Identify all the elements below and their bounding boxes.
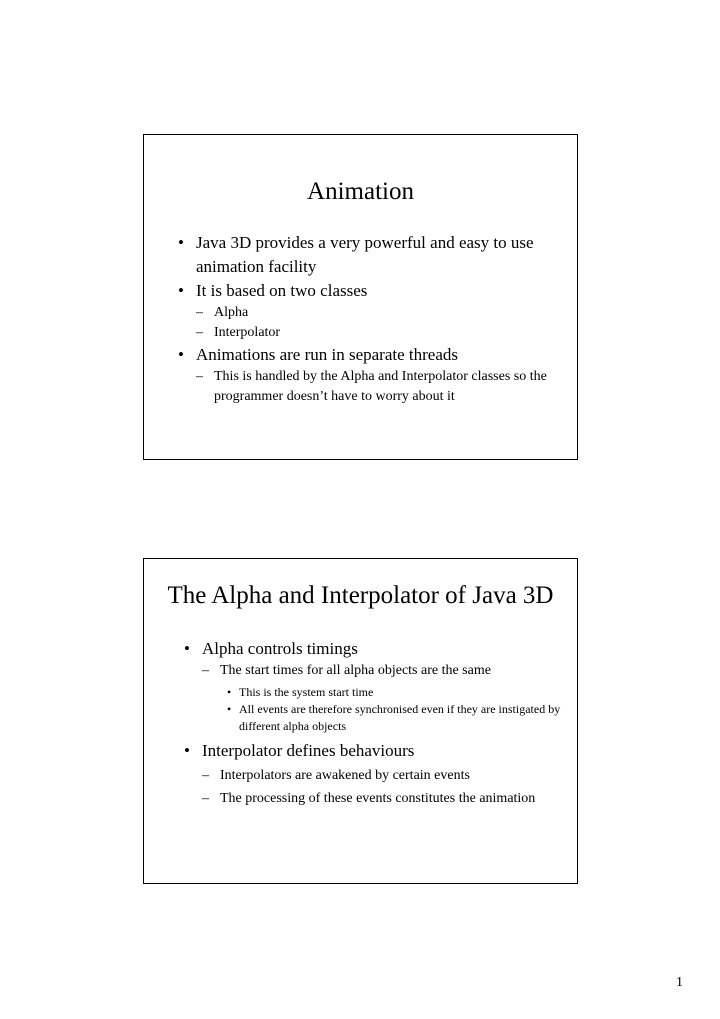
bullet-list [178, 231, 558, 407]
sub-bullet-text: The start times for all alpha objects are the same [220, 663, 491, 678]
dash-marker: – [196, 369, 203, 384]
sub-bullet-text: Interpolators are awakened by certain events [220, 768, 470, 783]
bullet-list [184, 637, 564, 809]
sub-sub-bullet-text: All events are therefore synchronised even if they are instigated by different alpha objects [239, 702, 561, 733]
bullet-marker: • [227, 702, 232, 716]
bullet-text: It is based on two classes [196, 281, 368, 300]
dash-marker: – [196, 305, 203, 320]
sub-bullet-item [184, 766, 564, 786]
bullet-text: Animations are run in separate threads [196, 345, 458, 364]
slide-title: Animation [307, 178, 414, 205]
bullet-item [178, 231, 558, 279]
sub-bullet-text: Interpolator [214, 325, 281, 340]
sub-bullet-item [178, 367, 558, 407]
sub-bullet-item [184, 789, 564, 809]
slide-title: The Alpha and Interpolator of Java 3D [167, 582, 554, 609]
bullet-marker: • [178, 233, 184, 252]
sub-sub-bullet-text: This is the system start time [239, 685, 374, 699]
sub-bullet-item [178, 303, 558, 323]
dash-marker: – [202, 791, 209, 806]
dash-marker: – [202, 768, 209, 783]
sub-bullet-text: Alpha [214, 305, 249, 320]
sub-bullet-text: This is handled by the Alpha and Interpolator classes so the programmer doesn’t have to worry about it [214, 369, 547, 404]
sub-bullet-text: The processing of these events constitutes the animation [220, 791, 536, 806]
bullet-item [178, 279, 558, 303]
sub-sub-bullet-item [184, 701, 564, 735]
bullet-marker: • [178, 281, 184, 300]
bullet-text: Alpha controls timings [202, 639, 358, 658]
slide-animation [143, 134, 578, 460]
bullet-item [178, 343, 558, 367]
bullet-marker: • [184, 639, 190, 658]
bullet-marker: • [178, 345, 184, 364]
bullet-marker: • [184, 741, 190, 760]
bullet-text: Interpolator defines behaviours [202, 741, 415, 760]
sub-bullet-item [178, 323, 558, 343]
sub-bullet-item [184, 661, 564, 681]
dash-marker: – [202, 663, 209, 678]
page-number: 1 [676, 975, 683, 990]
bullet-text: Java 3D provides a very powerful and easy to use animation facility [196, 233, 534, 276]
sub-sub-bullet-item [184, 684, 564, 701]
slide-alpha-interpolator [143, 558, 578, 884]
bullet-item [184, 637, 564, 661]
bullet-item [184, 739, 564, 763]
dash-marker: – [196, 325, 203, 340]
bullet-marker: • [227, 685, 232, 699]
